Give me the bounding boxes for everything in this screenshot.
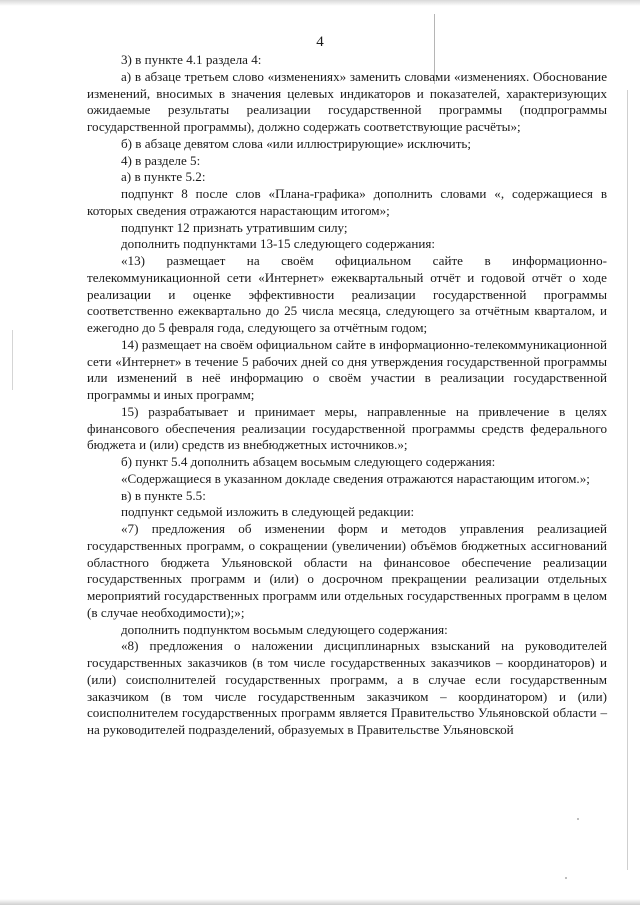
paragraph: дополнить подпунктом восьмым следующего содержания:	[121, 621, 448, 637]
scan-artifact-line	[627, 90, 628, 870]
paragraph: а) в абзаце третьем слово «изменениях» заменить словами «изменениях. Обоснование изменений, вносимых в значения целевых индикаторов и показателей, характеризующих ожидаемые результаты реализации государственной программы (подпрограммы государственной программы), должно содержать соответствующие расчёты»;	[87, 68, 607, 134]
paragraph: «8) предложения о наложении дисциплинарных взысканий на руководителей государственных заказчиков (в том числе государственных заказчиков – координаторов) и (или) соисполнителей государственных программ, а в случае если государственным заказчиком (в том числе государственным заказчиком – координатором) и (или) соисполнителем государственных программ является Правительство Ульяновской области – на руководителей подразделений, образуемых в Правительстве Ульяновской	[87, 638, 607, 737]
paragraph: б) пункт 5.4 дополнить абзацем восьмым следующего содержания:	[121, 454, 496, 469]
paragraph: 15) разрабатывает и принимает меры, направленные на привлечение в целях финансового обеспечения реализации государственной программы средств федерального бюджета и (или) средств из внебюджетных источников.»;	[87, 403, 607, 453]
scan-speck	[577, 818, 579, 820]
paragraph: «7) предложения об изменении форм и методов управления реализацией государственных программ, о сокращении (увеличении) объёмов бюджетных ассигнований областного бюджета Ульяновской области на финансовое обеспечение реализации государственных программ и (или) о досрочном прекращении реализации отдельных мероприятий государственных программ или отдельных государственных программ в целом (в случае необходимости);»;	[87, 521, 607, 620]
page-number: 4	[316, 34, 324, 50]
paragraph: 4) в разделе 5:	[121, 152, 201, 168]
scan-edge-top	[0, 0, 640, 6]
paragraph: 3) в пункте 4.1 раздела 4:	[121, 52, 262, 67]
paragraph: подпункт 12 признать утратившим силу;	[121, 219, 348, 235]
paragraph: дополнить подпунктами 13-15 следующего содержания:	[121, 236, 436, 252]
paragraph: а) в пункте 5.2:	[121, 169, 206, 185]
paragraph: «Содержащиеся в указанном докладе сведения отражаются нарастающим итогом.»;	[121, 470, 590, 486]
paragraph: подпункт 8 после слов «Плана-графика» дополнить словами «, содержащиеся в которых сведения отражаются нарастающим итогом»;	[87, 186, 607, 218]
scan-edge-bottom	[0, 899, 640, 905]
paragraph: в) в пункте 5.5:	[121, 487, 206, 503]
paragraph: б) в абзаце девятом слова «или иллюстрирующие» исключить;	[121, 135, 472, 151]
scan-speck	[565, 877, 567, 879]
paragraph: «13) размещает на своём официальном сайте в информационно-телекоммуникационной сети «Интернет» ежеквартальный отчёт и годовой отчёт о ходе реализации и оценке эффективности реализации государственной программы соответственно ежеквартально до 25 числа месяца, следующего за отчётным кварталом, и ежегодно до 5 февраля года, следующего за отчётным годом;	[87, 253, 607, 335]
paragraph: 14) размещает на своём официальном сайте в информационно-телекоммуникационной сети «Интернет» в течение 5 рабочих дней со дня утверждения государственной программы или изменений в неё информацию о своём участии в реализации государственной программы и иных программ;	[87, 336, 607, 402]
document-body	[87, 52, 607, 739]
paragraph: подпункт седьмой изложить в следующей редакции:	[121, 504, 415, 520]
scan-artifact-line	[12, 330, 13, 390]
